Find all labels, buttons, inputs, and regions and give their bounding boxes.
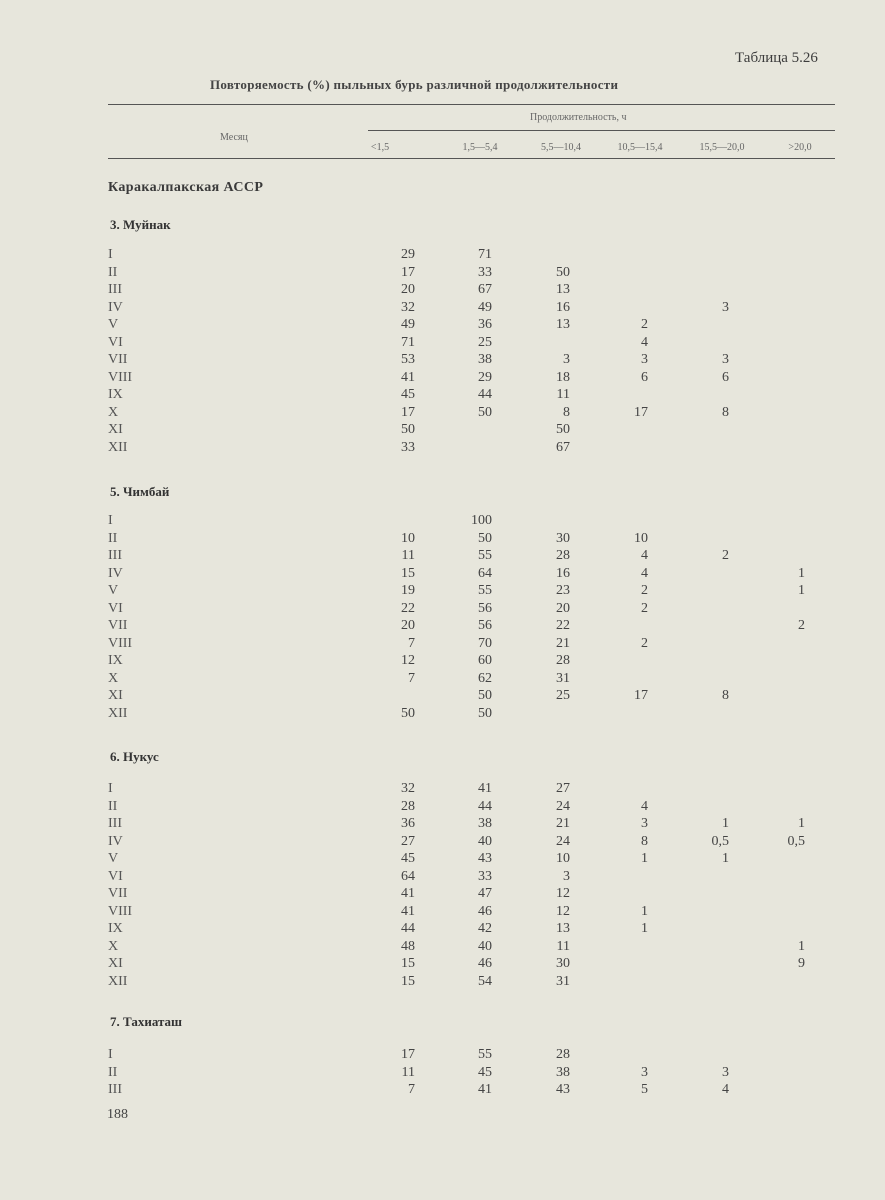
table-cell: 41 — [478, 781, 492, 796]
month-label: III — [108, 816, 122, 831]
month-label: IX — [108, 653, 123, 668]
table-cell: 7 — [408, 635, 415, 651]
table-cell: 41 — [401, 886, 415, 901]
month-label: XI — [108, 422, 123, 437]
station-title: 3. Муйнак — [110, 217, 171, 232]
table-cell: 32 — [401, 781, 415, 796]
table-cell: 50 — [478, 404, 492, 420]
table-cell: 64 — [401, 868, 415, 884]
table-cell: 67 — [478, 282, 492, 297]
table-cell: 50 — [401, 422, 415, 437]
table-cell: 4 — [641, 334, 648, 350]
column-header: <1,5 — [370, 142, 390, 153]
column-header: 10,5—15,4 — [617, 142, 663, 153]
month-label: X — [108, 670, 119, 686]
table-cell: 21 — [556, 816, 570, 831]
month-label: II — [108, 798, 118, 814]
table-cell: 8 — [722, 404, 729, 420]
table-cell: 36 — [478, 317, 492, 332]
table-cell: 64 — [478, 565, 492, 581]
table-cell: 50 — [556, 422, 570, 437]
table-cell: 15 — [401, 973, 415, 989]
table-cell: 11 — [401, 548, 415, 563]
month-label: II — [108, 1064, 118, 1080]
top-rule — [108, 104, 835, 105]
table-cell: 27 — [556, 781, 570, 796]
table-cell: 15 — [401, 565, 415, 581]
table-cell: 28 — [401, 798, 415, 814]
table-cell: 38 — [478, 352, 492, 367]
table-cell: 1 — [798, 816, 805, 831]
month-label: IV — [108, 299, 123, 315]
table-cell: 16 — [556, 299, 570, 315]
table-cell: 24 — [556, 833, 570, 849]
table-cell: 1 — [798, 565, 805, 581]
table-cell: 9 — [798, 956, 805, 971]
table-cell: 44 — [401, 921, 415, 936]
month-label: X — [108, 404, 119, 420]
table-cell: 2 — [641, 600, 648, 616]
table-cell: 49 — [478, 299, 492, 315]
station-title: 5. Чимбай — [110, 484, 170, 499]
table-cell: 70 — [478, 635, 492, 651]
table-cell: 62 — [478, 670, 492, 686]
month-label: I — [108, 781, 113, 796]
table-cell: 24 — [556, 798, 570, 814]
month-label: III — [108, 1082, 122, 1097]
month-label: XII — [108, 973, 128, 989]
table-cell: 50 — [401, 705, 415, 721]
table-cell: 45 — [401, 851, 415, 866]
table-cell: 10 — [401, 530, 415, 546]
table-cell: 36 — [401, 816, 415, 831]
table-cell: 8 — [722, 688, 729, 703]
table-cell: 13 — [556, 921, 570, 936]
table-cell: 50 — [478, 530, 492, 546]
table-cell: 33 — [478, 264, 492, 280]
table-cell: 8 — [641, 833, 648, 849]
table-cell: 2 — [641, 583, 648, 598]
table-cell: 18 — [556, 369, 570, 385]
month-label: I — [108, 513, 113, 528]
month-label: IV — [108, 565, 123, 581]
table-cell: 10 — [634, 530, 648, 546]
table-cell: 2 — [641, 317, 648, 332]
column-header: 15,5—20,0 — [699, 142, 745, 153]
table-cell: 17 — [634, 404, 648, 420]
month-label: VI — [108, 334, 123, 350]
table-cell: 42 — [478, 921, 492, 936]
table-cell: 44 — [478, 798, 492, 814]
table-cell: 55 — [478, 583, 492, 598]
table-cell: 28 — [556, 1047, 570, 1062]
month-label: XII — [108, 439, 128, 455]
month-label: VIII — [108, 369, 133, 385]
table-cell: 3 — [563, 868, 570, 884]
table-cell: 4 — [641, 565, 648, 581]
table-cell: 32 — [401, 299, 415, 315]
month-label: XII — [108, 705, 128, 721]
table-cell: 55 — [478, 1047, 492, 1062]
table-cell: 22 — [401, 600, 415, 616]
table-cell: 40 — [478, 833, 492, 849]
table-cell: 12 — [556, 903, 570, 919]
table-cell: 25 — [478, 334, 492, 350]
month-label: VII — [108, 618, 128, 633]
table-cell: 41 — [478, 1082, 492, 1097]
table-cell: 4 — [641, 798, 648, 814]
table-cell: 20 — [401, 282, 415, 297]
table-cell: 44 — [478, 387, 492, 402]
table-cell: 28 — [556, 653, 570, 668]
table-cell: 48 — [401, 938, 415, 954]
table-cell: 23 — [556, 583, 570, 598]
table-cell: 45 — [478, 1064, 492, 1080]
table-cell: 19 — [401, 583, 415, 598]
table-cell: 11 — [556, 387, 570, 402]
table-cell: 12 — [556, 886, 570, 901]
table-cell: 38 — [478, 816, 492, 831]
column-header: >20,0 — [788, 142, 812, 153]
duration-rule — [368, 130, 835, 131]
table-cell: 55 — [478, 548, 492, 563]
table-cell: 100 — [471, 513, 492, 528]
table-cell: 3 — [722, 299, 729, 315]
table-cell: 33 — [401, 439, 415, 455]
table-cell: 2 — [798, 618, 805, 633]
table-cell: 17 — [634, 688, 648, 703]
table-cell: 6 — [641, 369, 648, 385]
table-cell: 45 — [401, 387, 415, 402]
table-cell: 13 — [556, 282, 570, 297]
month-label: VIII — [108, 903, 133, 919]
month-label: I — [108, 1047, 113, 1062]
table-cell: 1 — [722, 816, 729, 831]
table-title: Повторяемость (%) пыльных бурь различной продолжительности — [210, 77, 619, 92]
table-cell: 17 — [401, 404, 415, 420]
table-cell: 20 — [556, 600, 570, 616]
table-cell: 12 — [401, 653, 415, 668]
table-cell: 43 — [478, 851, 492, 866]
table-cell: 30 — [556, 956, 570, 971]
month-label: V — [108, 583, 119, 598]
month-label: VIII — [108, 635, 133, 651]
month-label: II — [108, 264, 118, 280]
month-label: VI — [108, 600, 123, 616]
table-cell: 17 — [401, 1047, 415, 1062]
table-cell: 54 — [478, 973, 492, 989]
header-duration: Продолжительность, ч — [530, 112, 627, 123]
table-cell: 56 — [478, 600, 492, 616]
table-cell: 28 — [556, 548, 570, 563]
table-cell: 41 — [401, 903, 415, 919]
table-cell: 4 — [722, 1082, 729, 1097]
table-cell: 31 — [556, 670, 570, 686]
month-label: III — [108, 282, 122, 297]
table-cell: 5 — [641, 1082, 648, 1097]
table-cell: 53 — [401, 352, 415, 367]
table-cell: 4 — [641, 548, 648, 563]
month-label: IV — [108, 833, 123, 849]
table-cell: 3 — [641, 1064, 648, 1080]
table-cell: 7 — [408, 670, 415, 686]
table-cell: 10 — [556, 851, 570, 866]
table-cell: 46 — [478, 903, 492, 919]
table-cell: 50 — [478, 688, 492, 703]
table-cell: 6 — [722, 369, 729, 385]
table-cell: 1 — [641, 851, 648, 866]
month-label: X — [108, 938, 119, 954]
table-cell: 7 — [408, 1082, 415, 1097]
region-heading: Каракалпакская АССР — [108, 180, 264, 195]
month-label: III — [108, 548, 122, 563]
month-label: I — [108, 247, 113, 262]
header-month: Месяц — [220, 132, 248, 143]
table-cell: 0,5 — [711, 833, 729, 849]
table-cell: 13 — [556, 317, 570, 332]
table-cell: 41 — [401, 369, 415, 385]
table-cell: 50 — [478, 705, 492, 721]
table-cell: 49 — [401, 317, 415, 332]
table-cell: 8 — [563, 404, 570, 420]
month-label: II — [108, 530, 118, 546]
header-bottom-rule — [108, 158, 835, 159]
table-cell: 40 — [478, 938, 492, 954]
table-cell: 71 — [478, 247, 492, 262]
table-cell: 27 — [401, 833, 415, 849]
table-cell: 50 — [556, 264, 570, 280]
table-cell: 20 — [401, 618, 415, 633]
month-label: VI — [108, 868, 123, 884]
month-label: V — [108, 851, 119, 866]
table-cell: 1 — [798, 583, 805, 598]
table-cell: 17 — [401, 264, 415, 280]
table-cell: 33 — [478, 868, 492, 884]
table-cell: 56 — [478, 618, 492, 633]
table-cell: 11 — [556, 938, 570, 954]
table-cell: 1 — [641, 903, 648, 919]
table-cell: 1 — [798, 938, 805, 954]
table-cell: 22 — [556, 618, 570, 633]
month-label: XI — [108, 956, 123, 971]
table-cell: 3 — [563, 352, 570, 367]
month-label: XI — [108, 688, 123, 703]
table-cell: 43 — [556, 1082, 570, 1097]
table-cell: 1 — [722, 851, 729, 866]
table-cell: 46 — [478, 956, 492, 971]
page-number: 188 — [107, 1107, 128, 1122]
station-title: 7. Тахиаташ — [110, 1014, 183, 1029]
month-label: V — [108, 317, 119, 332]
table-cell: 3 — [722, 352, 729, 367]
table-cell: 2 — [641, 635, 648, 651]
month-label: VII — [108, 352, 128, 367]
table-cell: 3 — [641, 352, 648, 367]
month-label: IX — [108, 921, 123, 936]
table-cell: 3 — [722, 1064, 729, 1080]
table-cell: 47 — [478, 886, 492, 901]
table-cell: 0,5 — [787, 833, 805, 849]
table-cell: 31 — [556, 973, 570, 989]
table-cell: 1 — [641, 921, 648, 936]
table-cell: 60 — [478, 653, 492, 668]
table-cell: 67 — [556, 439, 570, 455]
station-title: 6. Нукус — [110, 749, 159, 764]
table-cell: 15 — [401, 956, 415, 971]
table-cell: 29 — [478, 369, 492, 385]
month-label: VII — [108, 886, 128, 901]
table-cell: 71 — [401, 334, 415, 350]
table-cell: 21 — [556, 635, 570, 651]
table-cell: 11 — [401, 1064, 415, 1080]
table-cell: 2 — [722, 548, 729, 563]
table-cell: 29 — [401, 247, 415, 262]
column-header: 1,5—5,4 — [462, 142, 498, 153]
table-cell: 25 — [556, 688, 570, 703]
table-cell: 16 — [556, 565, 570, 581]
table-cell: 3 — [641, 816, 648, 831]
column-header: 5,5—10,4 — [541, 142, 581, 153]
month-label: IX — [108, 387, 123, 402]
table-cell: 30 — [556, 530, 570, 546]
table-number: Таблица 5.26 — [735, 50, 818, 66]
table-cell: 38 — [556, 1064, 570, 1080]
